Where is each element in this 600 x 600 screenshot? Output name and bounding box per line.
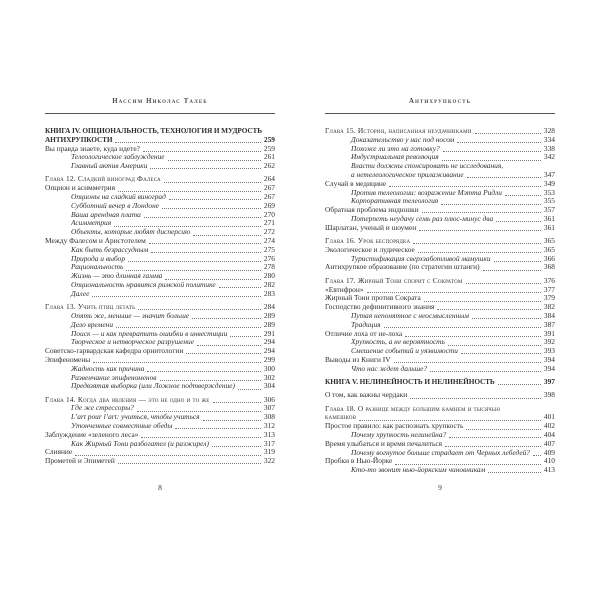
- toc-entry-title: Потерпеть неудачу семь раз плюс-минус два: [351, 213, 494, 223]
- toc-entry-title: Развенчание эпифеноменов: [71, 372, 157, 382]
- toc-entry-title: Индустриальная революция: [351, 152, 439, 162]
- toc-entry-page: 382: [543, 302, 555, 312]
- toc-entry-title: Простое правило: как распознать хрупкость: [325, 421, 464, 431]
- toc-entry-page: 294: [263, 337, 275, 347]
- toc-entry-title: Природа и выбор: [71, 253, 126, 263]
- toc-entry-title: Традиция: [351, 319, 381, 329]
- toc-entry-title: Хрупкость, а не вероятность: [351, 337, 445, 347]
- toc-leader-dots: [149, 243, 261, 244]
- toc-entry-title: Обратная проблема индюшки: [325, 205, 419, 215]
- toc-entry-page: 398: [543, 390, 555, 400]
- toc-entry-page: 317: [263, 438, 275, 448]
- toc-leader-dots: [424, 301, 541, 302]
- toc-entry-title: Где же стрессоры?: [71, 403, 134, 413]
- toc-entry-title: камешков: [325, 412, 357, 422]
- toc-entry-page: 393: [543, 346, 555, 356]
- toc-entry-title: Заблуждение «зеленого леса»: [45, 429, 139, 439]
- toc-entry-page: 308: [263, 412, 275, 422]
- toc-entry-title: Жизнь — это длинная гамма: [71, 271, 163, 281]
- toc-entry-page: 280: [263, 271, 275, 281]
- toc-entry-page: 402: [543, 421, 555, 431]
- toc-leader-dots: [445, 446, 541, 447]
- toc-entry-title: Глава 12. Сладкий виноград Фалеса: [45, 174, 161, 184]
- toc-leader-dots: [169, 199, 261, 200]
- toc-entry-title: Глава 14. Когда два явления — это не одно и то же: [45, 394, 210, 404]
- toc-entry-title: Почему вогнутое больше страдает от Черных лебедей?: [351, 447, 530, 457]
- toc-entry-page: 394: [543, 354, 555, 364]
- toc-entry-page: 274: [263, 236, 275, 246]
- toc-leader-dots: [443, 151, 541, 152]
- toc-entry-title: Экологическое и лудическое: [325, 244, 415, 254]
- toc-leader-dots: [92, 296, 261, 297]
- toc-entry-title: Время улыбаться и время печалиться: [325, 438, 443, 448]
- toc-leader-dots: [238, 389, 261, 390]
- toc-leader-dots: [457, 142, 541, 143]
- toc-entry-title: Доказательство у нас под носом: [351, 134, 455, 144]
- toc-leader-dots: [197, 345, 261, 346]
- toc-leader-dots: [115, 142, 260, 143]
- toc-entry-page: 291: [263, 328, 275, 338]
- toc-entry-page: 300: [263, 363, 275, 373]
- toc-entry-title: Против телеологии: возражение Мэтта Ридли: [351, 187, 502, 197]
- left-page: [45, 0, 275, 600]
- toc-entry-title: Рациональность: [71, 262, 124, 272]
- toc-entry-page: 261: [263, 152, 275, 162]
- toc-leader-dots: [413, 243, 541, 244]
- toc-leader-dots: [449, 437, 541, 438]
- toc-leader-dots: [441, 204, 541, 205]
- toc-entry-title: Пробки в Нью-Йорке: [325, 456, 393, 466]
- toc-entry-page: 262: [263, 161, 275, 171]
- toc-entry-page: 401: [543, 412, 555, 422]
- toc-leader-dots: [533, 455, 541, 456]
- toc-entry-page: 313: [263, 429, 275, 439]
- toc-leader-dots: [147, 371, 261, 372]
- toc-entry-page: 394: [543, 363, 555, 373]
- toc-entry-page: 384: [543, 310, 555, 320]
- toc-entry-page: 407: [543, 438, 555, 448]
- toc-leader-dots: [418, 252, 541, 253]
- right-folio: 9: [438, 483, 442, 492]
- toc-entry-page: 347: [543, 169, 555, 179]
- toc-leader-dots: [466, 283, 541, 284]
- toc-entry-title: Жирный Тони против Сократа: [325, 293, 421, 303]
- toc-leader-dots: [494, 261, 541, 262]
- toc-entry-title: КНИГА IV. ОПЦИОНАЛЬНОСТЬ, ТЕХНОЛОГИЯ И МУДРОСТЬ: [45, 126, 263, 135]
- toc-leader-dots: [141, 437, 260, 438]
- toc-entry: [325, 263, 555, 272]
- toc-entry-page: 272: [263, 227, 275, 237]
- toc-entry-page: 302: [263, 372, 275, 382]
- toc-entry-page: 284: [263, 302, 275, 312]
- toc-entry: [325, 391, 555, 400]
- toc-entry: [325, 405, 555, 414]
- toc-entry-title: Опять же, меньше — значит больше: [71, 310, 190, 320]
- toc-entry-title: Опционы на сладкий виноград: [71, 192, 166, 202]
- toc-entry-page: 397: [543, 377, 555, 387]
- toc-entry-title: Выводы из Книги IV: [325, 354, 391, 364]
- toc-entry-page: 355: [543, 196, 555, 206]
- toc-entry-title: Ваша арендная плата: [71, 209, 141, 219]
- left-header-rule: [45, 113, 275, 114]
- toc-entry-title: О том, как важны чердаки: [325, 390, 408, 400]
- toc-leader-dots: [144, 217, 261, 218]
- toc-entry-title: Кто-то звонит нью-йоркским чиновникам: [351, 465, 486, 475]
- toc-entry-title: Телеологическое заблуждение: [71, 152, 165, 162]
- toc-entry-title: Как Жирный Тони разбогател (и разжирел): [71, 438, 209, 448]
- toc-entry-title: Глава 13. Учить птиц летать: [45, 302, 136, 312]
- toc-entry-page: 271: [263, 218, 275, 228]
- toc-entry-page: 404: [543, 430, 555, 439]
- toc-entry-title: Асимметрия: [71, 218, 112, 228]
- toc-leader-dots: [164, 182, 261, 183]
- toc-entry-title: Как быть безрассудным: [71, 244, 149, 254]
- toc-entry-title: Субботний вечер в Лондоне: [71, 200, 160, 210]
- toc-leader-dots: [193, 235, 261, 236]
- toc-entry-title: Господство дефинитивного знания: [325, 302, 435, 312]
- toc-entry-page: 270: [263, 209, 275, 219]
- toc-entry-page: 391: [543, 328, 555, 338]
- toc-entry-page: 304: [263, 381, 275, 391]
- toc-entry-title: Случай в медицине: [325, 178, 387, 188]
- toc-entry-title: Эпифеномены: [45, 354, 91, 364]
- toc-leader-dots: [118, 463, 261, 464]
- toc-leader-dots: [212, 446, 261, 447]
- toc-leader-dots: [203, 420, 261, 421]
- toc-entry-title: Предвзятая выборка (или Ложное подтверждение): [71, 381, 236, 391]
- toc-leader-dots: [488, 472, 541, 473]
- toc-entry-title: Творческое и нетворческое разрушение: [71, 337, 195, 347]
- toc-leader-dots: [168, 160, 261, 161]
- toc-entry-page: 387: [543, 319, 555, 329]
- toc-leader-dots: [150, 168, 260, 169]
- toc-entry: [45, 162, 275, 171]
- left-toc: [45, 127, 275, 466]
- toc-leader-dots: [498, 384, 541, 385]
- toc-entry-title: Глава 18. О разнице между большим камнем и тысячью: [325, 403, 501, 413]
- toc-entry-title: Корпоративная телеология: [351, 196, 439, 206]
- toc-leader-dots: [128, 261, 261, 262]
- toc-entry-page: 278: [263, 262, 275, 272]
- toc-entry-page: 366: [543, 253, 555, 263]
- toc-entry-title: Глава 17. Жирный Тони спорит с Сократом: [325, 275, 463, 285]
- toc-entry-title: Советско-гарвардская кафедра орнитологии: [45, 346, 184, 356]
- toc-entry-title: Туристификация сверхзаботливой мамушки: [351, 253, 491, 263]
- toc-leader-dots: [151, 252, 261, 253]
- toc-entry-page: 338: [543, 143, 555, 153]
- toc-entry: [45, 440, 275, 449]
- toc-entry-title: Прометей и Эпиметей: [45, 456, 115, 466]
- toc-entry-page: 349: [543, 178, 555, 188]
- toc-entry-title: Антихрупкое образование (по стратегии штанги): [325, 262, 480, 272]
- toc-entry-page: 365: [543, 236, 555, 246]
- toc-entry-title: Главный актив Америки: [71, 161, 148, 171]
- toc-entry-title: Вы правда знаете, куда идете?: [45, 143, 140, 153]
- toc-entry-page: 259: [263, 134, 275, 144]
- toc-entry-page: 328: [543, 126, 555, 135]
- toc-entry-page: 376: [543, 275, 555, 285]
- toc-entry-title: Слияние: [45, 447, 73, 457]
- toc-leader-dots: [219, 287, 261, 288]
- toc-leader-dots: [505, 195, 541, 196]
- toc-entry-page: 410: [543, 456, 555, 466]
- left-folio: 8: [158, 483, 162, 492]
- toc-entry-title: Глава 15. История, написанная неудачниками: [325, 126, 472, 135]
- toc-entry-title: Что нас ждет дальше?: [351, 363, 428, 373]
- toc-leader-dots: [116, 327, 261, 328]
- toc-entry-title: Почему хрупкость нелинейна?: [351, 430, 447, 439]
- toc-leader-dots: [192, 318, 261, 319]
- toc-entry-page: 368: [543, 262, 555, 272]
- toc-leader-dots: [496, 221, 541, 222]
- toc-entry-page: 361: [543, 222, 555, 232]
- toc-leader-dots: [389, 186, 541, 187]
- toc-entry-page: 259: [263, 143, 275, 153]
- toc-entry-page: 312: [263, 421, 275, 430]
- toc-entry-page: 334: [543, 134, 555, 144]
- toc-entry-title: Опцион и асимметрия: [45, 183, 116, 193]
- toc-entry-title: АНТИХРУПКОСТИ: [45, 134, 113, 144]
- toc-entry: [45, 457, 275, 466]
- toc-entry-title: Далее: [71, 288, 90, 298]
- toc-leader-dots: [430, 371, 541, 372]
- toc-entry-page: 282: [263, 280, 275, 290]
- toc-entry-page: 392: [543, 337, 555, 347]
- toc-leader-dots: [472, 318, 541, 319]
- toc-entry-page: 307: [263, 403, 275, 413]
- toc-entry-page: 267: [263, 183, 275, 193]
- toc-entry-page: 413: [543, 465, 555, 475]
- toc-entry-page: 289: [263, 319, 275, 329]
- toc-leader-dots: [230, 336, 261, 337]
- toc-entry-page: 276: [263, 253, 275, 263]
- left-running-head: Нассим Николас Талеб: [112, 98, 208, 105]
- toc-entry-page: 264: [263, 174, 275, 184]
- toc-entry: [325, 466, 555, 475]
- toc-entry-page: 357: [543, 205, 555, 215]
- toc-entry-page: 353: [543, 187, 555, 197]
- toc-entry-page: 342: [543, 152, 555, 162]
- toc-leader-dots: [461, 353, 541, 354]
- toc-entry: [45, 382, 275, 391]
- toc-leader-dots: [466, 429, 541, 430]
- toc-leader-dots: [162, 208, 261, 209]
- toc-leader-dots: [213, 402, 261, 403]
- toc-entry-title: Отличие лоха от не-лоха: [325, 328, 403, 338]
- toc-entry-title: а нетелеологическое прилаживание: [351, 169, 464, 179]
- toc-entry-page: 283: [263, 288, 275, 298]
- toc-entry-title: Дело времени: [71, 319, 114, 329]
- toc-leader-dots: [483, 270, 541, 271]
- toc-entry-page: 289: [263, 310, 275, 320]
- toc-entry-page: 299: [263, 354, 275, 364]
- toc-leader-dots: [475, 133, 541, 134]
- toc-entry-title: Опциональность нравится римской политике: [71, 280, 216, 290]
- toc-entry-title: Похоже ли это на готовку?: [351, 143, 440, 153]
- toc-entry-title: Глава 16. Урок беспорядка: [325, 236, 411, 246]
- toc-leader-dots: [410, 398, 541, 399]
- toc-entry-page: 269: [263, 200, 275, 210]
- toc-entry-page: 294: [263, 346, 275, 356]
- toc-entry-title: Шарлатан, ученый и шоумен: [325, 222, 417, 232]
- toc-entry-title: Жадность как причина: [71, 363, 145, 373]
- right-header-rule: [325, 113, 555, 114]
- toc-entry-page: 409: [543, 447, 555, 457]
- toc-entry-title: Объекты, которые любят дисперсию: [71, 227, 191, 237]
- toc-leader-dots: [467, 177, 541, 178]
- toc-leader-dots: [448, 345, 541, 346]
- toc-entry-title: Смешение событий и уязвимости: [351, 346, 458, 356]
- toc-entry-page: 377: [543, 284, 555, 294]
- toc-entry: [325, 365, 555, 374]
- right-toc: [325, 127, 555, 475]
- toc-leader-dots: [419, 230, 541, 231]
- toc-leader-dots: [175, 428, 260, 429]
- toc-entry-title: Поиск — и как превратить ошибки в инвестиции: [71, 328, 228, 338]
- toc-entry: [325, 224, 555, 233]
- toc-entry-title: L’art pour l’art: учиться, чтобы учиться: [71, 412, 200, 422]
- toc-leader-dots: [186, 353, 261, 354]
- toc-entry-page: 267: [263, 192, 275, 202]
- toc-entry-page: 365: [543, 244, 555, 254]
- toc-entry: [45, 290, 275, 299]
- toc-entry-page: 322: [263, 456, 275, 466]
- toc-entry-page: 306: [263, 394, 275, 404]
- toc-entry-title: КНИГА V. НЕЛИНЕЙНОСТЬ И НЕЛИНЕЙНОСТЬ: [325, 377, 495, 387]
- toc-entry-title: Между Фалесом и Аристотелем: [45, 236, 146, 246]
- toc-leader-dots: [384, 327, 541, 328]
- toc-entry-title: Власти должны спонсировать не исследования,: [351, 161, 504, 171]
- toc-entry: [325, 378, 555, 387]
- toc-entry-page: 379: [543, 293, 555, 303]
- right-running-head: Антихрупкость: [408, 98, 472, 105]
- toc-entry-title: Путая непонятное с неосмысленным: [351, 310, 469, 320]
- toc-entry-page: 319: [263, 447, 275, 457]
- toc-entry-page: 275: [263, 244, 275, 254]
- toc-entry-title: «Евтифрон»: [325, 284, 364, 294]
- right-page: [325, 0, 555, 600]
- toc-entry-page: 361: [543, 213, 555, 223]
- toc-entry-title: Утонченные совместные обеды: [71, 421, 173, 430]
